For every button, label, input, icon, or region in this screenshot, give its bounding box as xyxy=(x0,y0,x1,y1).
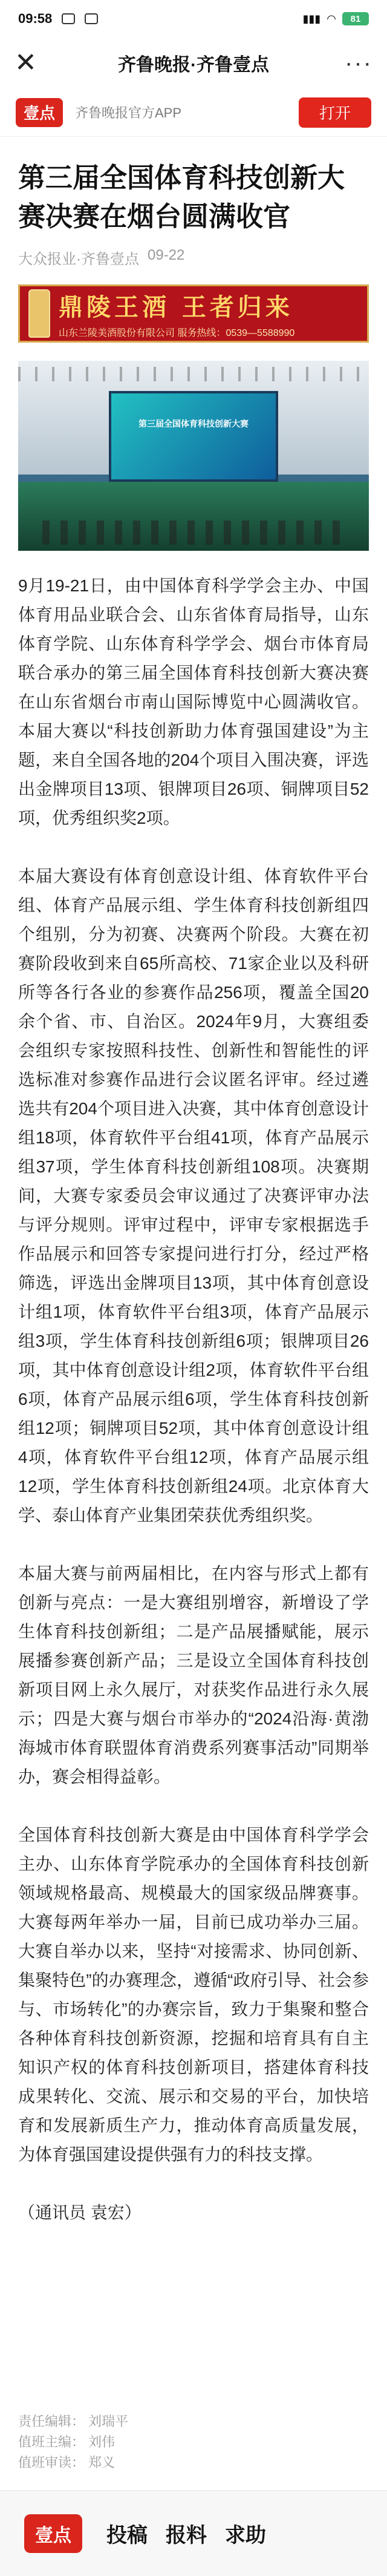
hero-photo[interactable] xyxy=(18,361,369,551)
paragraph: 9月19-21日，由中国体育科学学会主办、中国体育用品业联合会、山东省体育局指导，山东体育学院、山东体育科学学会、烟台市体育局联合承办的第三届全国体育科技创新大赛决赛在山东省烟台市南山国际博览中心圆满收官。本届大赛以“科技创新助力体育强国建设”为主题，来自全国各地的204个项目入围决赛，评选出金牌项目13项、银牌项目26项、铜牌项目52项，优秀组织奖2项。 xyxy=(18,576,369,827)
editor-credits xyxy=(18,2411,369,2473)
open-app-button[interactable]: 打开 xyxy=(299,97,371,128)
bottom-action-bar xyxy=(0,2490,387,2576)
paragraph: 本届大赛与前两届相比，在内容与形式上都有创新与亮点：一是大赛组别增容，新增设了学生体育科技创新组；二是产品展播赋能，展示展播参赛创新产品；三是设立全国体育科技创新项目网上永久展厅，对获奖作品进行永久展示；四是大赛与烟台市举办的“2024沿海·黄渤海城市体育联盟体育消费系列赛事活动”同期举办，赛会相得益彰。 xyxy=(18,1564,369,1786)
credit-label: 值班审读： xyxy=(18,2455,85,2470)
stage-screen-text: 第三届全国体育科技创新大赛 xyxy=(138,419,249,429)
app-description: 齐鲁晚报官方APP xyxy=(75,105,182,120)
credit-value: 郑义 xyxy=(88,2455,115,2470)
close-icon[interactable]: ✕ xyxy=(15,48,37,77)
article-date: 09-22 xyxy=(148,247,185,263)
message-icon xyxy=(85,13,98,24)
battery-indicator: 81 xyxy=(342,12,369,25)
paragraph: 全国体育科技创新大赛是由中国体育科学学会主办、山东体育学院承办的全国体育科技创新领域规格最高、规模最大的国家级品牌赛事。大赛每两年举办一届，目前已成功举办三届。大赛自举办以来，坚持“对接需求、协同创新、集聚特色”的办赛理念，遵循“政府引导、社会参与、市场转化”的办赛宗旨，致力于集聚和整合各种体育科技创新资源，挖掘和培育具有自主知识产权的体育科技创新项目，搭建体育科技成果转化、交流、展示和交易的平台，加快培育和发展新质生产力，推动体育高质量发展，为体育强国建设提供强有力的科技支撑。 xyxy=(18,1825,369,2164)
notification-icon xyxy=(62,13,75,24)
signal-icon: ▮▮▮ xyxy=(302,12,321,25)
wine-bottle-icon xyxy=(28,289,50,338)
article-meta xyxy=(18,247,184,268)
credit-value: 刘瑞平 xyxy=(88,2414,129,2429)
credit-value: 刘伟 xyxy=(88,2434,115,2450)
more-icon[interactable]: ··· xyxy=(345,50,372,76)
submit-article-button[interactable]: 投稿 xyxy=(106,2524,148,2547)
article-body xyxy=(18,571,369,2256)
credit-label: 值班主编： xyxy=(18,2434,85,2450)
credit-chief-editor xyxy=(18,2432,369,2453)
ad-banner[interactable] xyxy=(18,284,369,343)
app-download-banner xyxy=(0,88,387,137)
ad-headline: 鼎陵王酒 王者归来 xyxy=(59,293,293,321)
credit-reviewer xyxy=(18,2453,369,2473)
bottom-app-logo[interactable]: 壹点 xyxy=(24,2514,82,2553)
paragraph: 本届大赛设有体育创意设计组、体育软件平台组、体育产品展示组、学生体育科技创新组四个组别，分为初赛、决赛两个阶段。大赛在初赛阶段收到来自65所高校、71家企业以及科研所等各行各业的参赛作品256项，覆盖全国20余个省、市、自治区。2024年9月，大赛组委会组织专家按照科技性、创新性和智能性的评选标准对参赛作品进行会议匿名评审。经过遴选共有204个项目进入决赛，其中体育创意设计组18项，体育软件平台组41项，体育产品展示组37项，学生体育科技创新组108项。决赛期间，大赛专家委员会审议通过了决赛评审办法与评分规则。评审过程中，评审专家根据选手作品展示和回答专家提问进行打分，经过严格筛选，评选出金牌项目13项，其中体育创意设计组1项，体育软件平台组3项，体育产品展示组3项，学生体育科技创新组6项；银牌项目26项，其中体育创意设计组2项，体育软件平台组6项，体育产品展示组6项，学生体育科技创新组12项；铜牌项目52项，其中体育创意设计组4项，体育软件平台组12项，体育产品展示组12项，学生体育科技创新组24项。北京体育大学、泰山体育产业集团荣获优秀组织奖。 xyxy=(18,867,369,1525)
nav-bar xyxy=(0,38,387,88)
status-time: 09:58 xyxy=(18,11,53,26)
article-source: 大众报业·齐鲁壹点 xyxy=(18,251,139,268)
nav-title: 齐鲁晚报·齐鲁壹点 xyxy=(118,55,269,75)
article-title: 第三届全国体育科技创新大赛决赛在烟台圆满收官 xyxy=(18,162,345,232)
report-news-button[interactable]: 报料 xyxy=(166,2524,207,2547)
status-bar xyxy=(0,0,387,38)
seek-help-button[interactable]: 求助 xyxy=(225,2524,266,2547)
credit-editor xyxy=(18,2411,369,2432)
wifi-icon: ◠ xyxy=(327,12,336,25)
credit-label: 责任编辑： xyxy=(18,2414,85,2429)
stage-screen xyxy=(109,391,278,482)
correspondent-line: （通讯员 袁宏） xyxy=(18,2203,141,2222)
ad-subline: 山东兰陵美酒股份有限公司 服务热线：0539—5588990 xyxy=(59,328,295,338)
app-logo: 壹点 xyxy=(16,98,63,127)
